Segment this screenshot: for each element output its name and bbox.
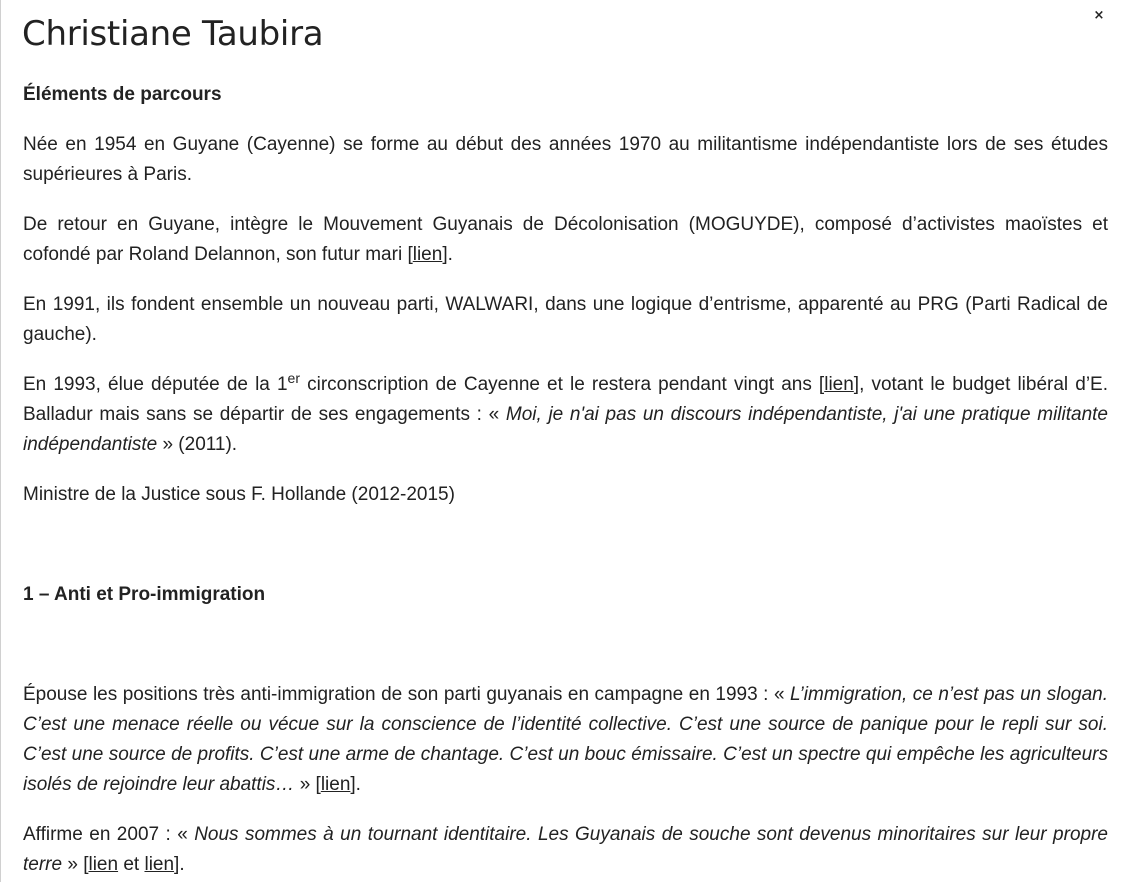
paragraph-birth: Née en 1954 en Guyane (Cayenne) se forme au début des années 1970 au militantisme indépendantiste lors de ses études supérieures à Paris. (23, 134, 1108, 185)
paragraph-immigration-2007: Affirme en 2007 : « Nous sommes à un tournant identitaire. Les Guyanais de souche sont devenus minoritaires sur leur propre terre » [lien et lien]. (23, 824, 1108, 875)
source-link[interactable]: lien (824, 374, 854, 395)
dialog-title: Christiane Taubira (22, 14, 324, 54)
quote: Moi, je n'ai pas un discours indépendantiste, j'ai une pratique militante indépendantiste (23, 404, 1108, 455)
article-content (23, 80, 1108, 882)
paragraph-walwari: En 1991, ils fondent ensemble un nouveau parti, WALWARI, dans une logique d’entrisme, apparenté au PRG (Parti Radical de gauche). (23, 294, 1108, 345)
paragraph-moguyde: De retour en Guyane, intègre le Mouvement Guyanais de Décolonisation (MOGUYDE), composé d’activistes maoïstes et cofondé par Roland Delannon, son futur mari [lien]. (23, 214, 1108, 265)
section-heading-immigration: 1 – Anti et Pro-immigration (23, 584, 266, 605)
source-link[interactable]: lien (320, 774, 351, 795)
quote: Nous sommes à un tournant identitaire. Les Guyanais de souche sont devenus minoritaires sur leur propre terre (23, 824, 1108, 875)
source-link[interactable]: lien (412, 244, 443, 265)
close-icon[interactable]: × (1093, 8, 1105, 23)
paragraph-ministre: Ministre de la Justice sous F. Hollande (2012-2015) (23, 484, 455, 505)
source-link[interactable]: lien (88, 854, 119, 875)
paragraph-deputee: En 1993, élue députée de la 1er circonscription de Cayenne et le restera pendant vingt ans [lien], votant le budget libéral d’E. Balladur mais sans se départir de ses engagements : « Moi, je n'ai pas un discours indépendantiste, j'ai une pratique militante indépendantiste » (2011). (23, 370, 1108, 455)
spacer (23, 630, 1108, 680)
paragraph-immigration-1993: Épouse les positions très anti-immigration de son parti guyanais en campagne en 1993 : « L’immigration, ce n’est pas un slogan. C’est une menace réelle ou vécue sur la conscience de l’identité collective. C’est une source de panique pour le repli sur soi. C’est une source de profits. C’est une arme de chantage. C’est un bouc émissaire. C’est un spectre qui empêche les agriculteurs isolés de rejoindre leur abattis… » [lien]. (23, 684, 1109, 795)
source-link[interactable]: lien (144, 854, 175, 875)
spacer (23, 530, 1108, 580)
section-heading-parcours: Éléments de parcours (23, 84, 222, 105)
quote: L’immigration, ce n’est pas un slogan. C’est une menace réelle ou vécue sur la conscience de l’identité collective. C’est une source de panique pour le repli sur soi. C’est une source de profits. C’est une arme de chantage. C’est un bouc émissaire. C’est un spectre qui empêche les agriculteurs isolés de rejoindre leur abattis… (23, 684, 1109, 795)
